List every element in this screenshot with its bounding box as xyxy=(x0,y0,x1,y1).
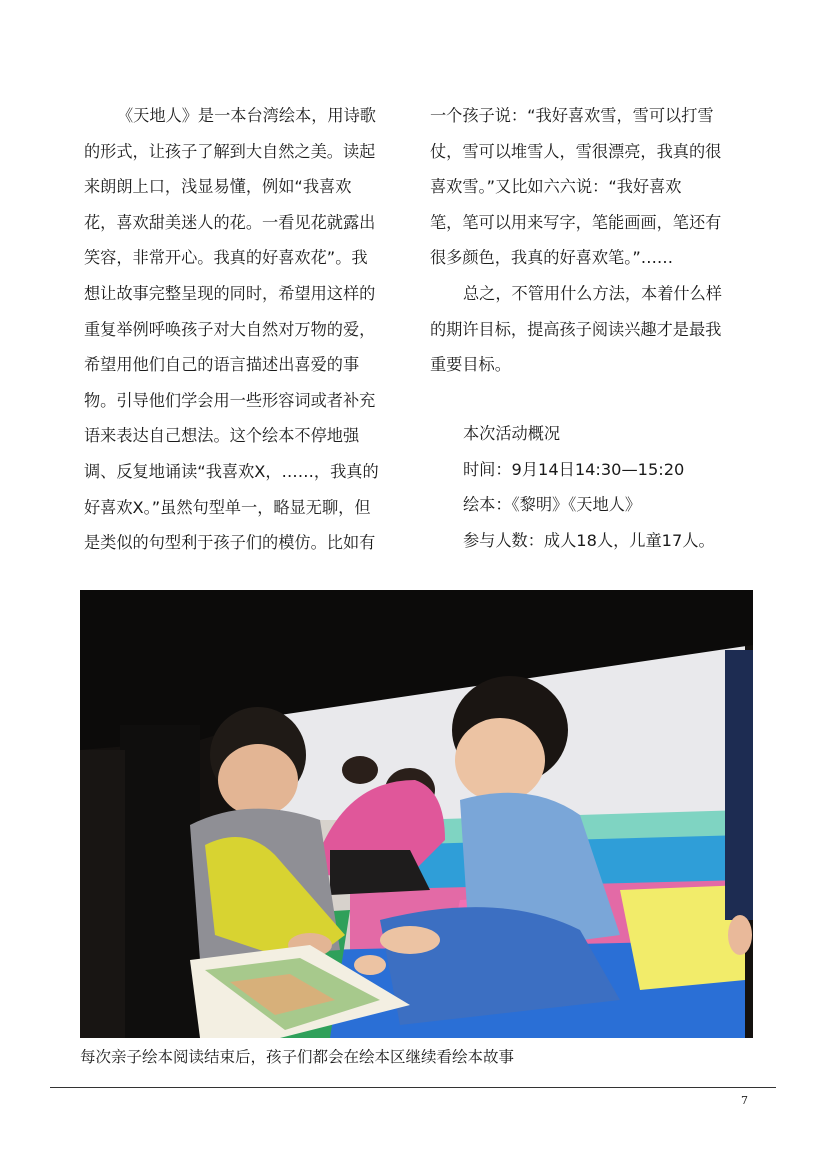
article-right-column xyxy=(430,98,740,383)
paragraph-line: 好喜欢X。”虽然句型单一，略显无聊，但 xyxy=(84,497,371,517)
paragraph-line: 很多颜色，我真的好喜欢笔。”…… xyxy=(430,248,674,268)
paragraph-line: 物。引导他们学会用一些形容词或者补充 xyxy=(84,390,376,410)
paragraph-line: 重要目标。 xyxy=(430,355,511,375)
paragraph-line: 笑容，非常开心。我真的好喜欢花”。我 xyxy=(84,248,368,268)
page-number: 7 xyxy=(741,1094,748,1107)
paragraph-line: 重复举例呼唤孩子对大自然对万物的爱， xyxy=(84,319,376,339)
paragraph-line: 花，喜欢甜美迷人的花。一看见花就露出 xyxy=(84,212,376,232)
paragraph-line: 的形式，让孩子了解到大自然之美。读起 xyxy=(84,141,376,161)
paragraph-line: 想让故事完整呈现的同时，希望用这样的 xyxy=(84,283,376,303)
photo-caption: 每次亲子绘本阅读结束后，孩子们都会在绘本区继续看绘本故事 xyxy=(80,1048,515,1066)
paragraph-line: 是类似的句型利于孩子们的模仿。比如有 xyxy=(84,533,376,553)
paragraph-line: 总之，不管用什么方法，本着什么样 xyxy=(463,283,722,303)
paragraph-line: 仗，雪可以堆雪人，雪很漂亮，我真的很 xyxy=(430,141,722,161)
reading-corner-photo xyxy=(80,590,753,1038)
footer-divider xyxy=(50,1087,776,1088)
photo-illustration xyxy=(80,590,753,1038)
activity-time: 时间：9月14日14:30—15:20 xyxy=(463,459,685,479)
paragraph-line: 一个孩子说：“我好喜欢雪，雪可以打雪 xyxy=(430,106,714,125)
paragraph-line: 调、反复地诵读“我喜欢X，……，我真的 xyxy=(84,461,379,481)
paragraph-line: 语来表达自己想法。这个绘本不停地强 xyxy=(84,426,360,446)
activity-heading: 本次活动概况 xyxy=(463,424,561,443)
activity-summary xyxy=(463,416,715,558)
activity-books: 绘本：《黎明》《天地人》 xyxy=(463,495,642,515)
paragraph-line: 《天地人》是一本台湾绘本，用诗歌 xyxy=(117,106,376,125)
activity-participants: 参与人数：成人18人，儿童17人。 xyxy=(463,530,715,550)
paragraph-line: 笔，笔可以用来写字，笔能画画，笔还有 xyxy=(430,212,722,232)
paragraph-line: 希望用他们自己的语言描述出喜爱的事 xyxy=(84,355,360,375)
paragraph-line: 的期许目标，提高孩子阅读兴趣才是最我 xyxy=(430,319,722,339)
paragraph-line: 来朗朗上口，浅显易懂，例如“我喜欢 xyxy=(84,177,352,197)
paragraph-line: 喜欢雪。”又比如六六说：“我好喜欢 xyxy=(430,177,682,197)
article-left-column xyxy=(84,98,394,561)
